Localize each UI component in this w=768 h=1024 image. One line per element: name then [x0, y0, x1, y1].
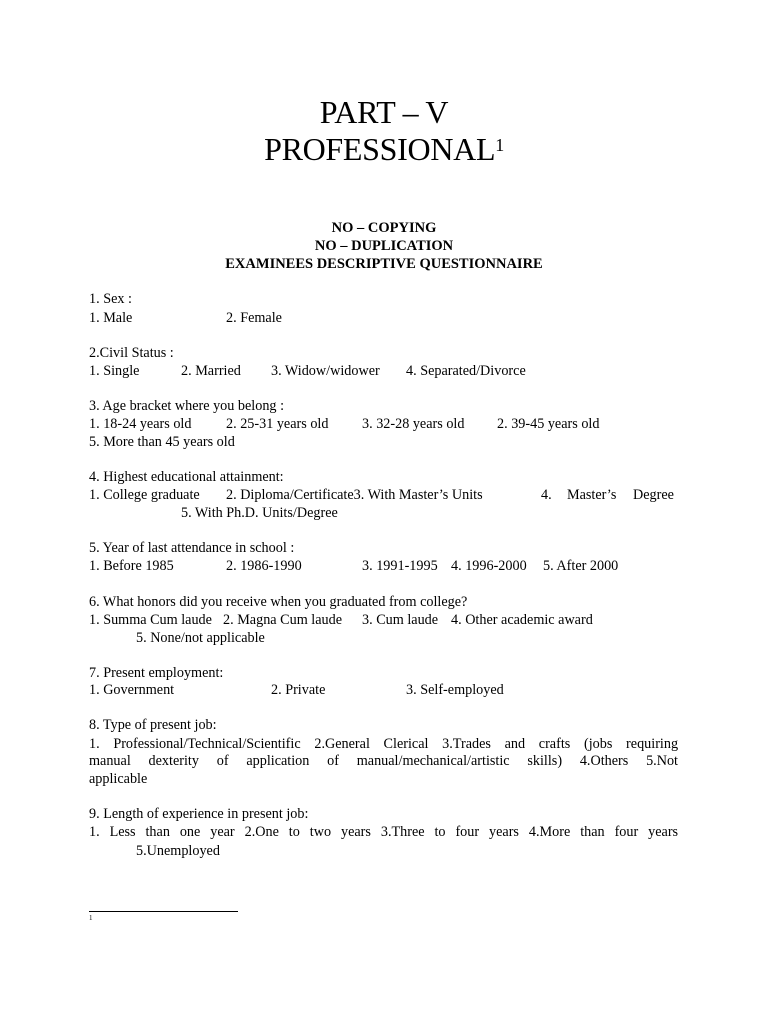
age-option-over-45: 5. More than 45 years old — [89, 434, 235, 450]
year-option-1991-1995: 3. 1991-1995 — [362, 558, 438, 574]
question-experience: 9. Length of experience in present job: — [89, 806, 309, 822]
employment-option-private: 2. Private — [271, 682, 326, 698]
civil-option-married: 2. Married — [181, 363, 241, 379]
job-option-trades-requiring: requiring — [626, 736, 679, 752]
year-option-1986-1990: 2. 1986-1990 — [226, 558, 302, 574]
question-age-bracket: 3. Age bracket where you belong : — [89, 398, 285, 414]
employment-option-government: 1. Government — [89, 682, 175, 698]
experience-option-four: four — [614, 824, 639, 840]
education-option-phd: 5. With Ph.D. Units/Degree — [181, 505, 338, 521]
question-honors: 6. What honors did you receive when you graduated from college? — [89, 594, 468, 610]
age-option-32-28: 3. 32-28 years old — [362, 416, 465, 432]
sex-option-male: 1. Male — [89, 310, 133, 326]
honors-option-magna: 2. Magna Cum laude — [223, 612, 342, 628]
job-option-trades-word: 3.Trades — [442, 736, 491, 752]
education-option-4-masters: Master’s — [567, 487, 617, 503]
question-sex: 1. Sex : — [89, 291, 132, 307]
job-option-others: 4.Others — [579, 753, 629, 769]
education-option-diploma-masters-units: 2. Diploma/Certificate3. With Master’s Units — [226, 487, 483, 503]
civil-option-single: 1. Single — [89, 363, 140, 379]
job-option-trades-jobs: (jobs — [583, 736, 613, 752]
experience-option-one-two: 2.One to two years — [244, 824, 371, 840]
footnote-divider — [89, 911, 238, 912]
experience-option-years: years — [648, 824, 679, 840]
civil-option-separated: 4. Separated/Divorce — [406, 363, 526, 379]
experience-option-three-four: 3.Three to four years — [380, 824, 519, 840]
part-heading: PART – V — [319, 94, 449, 130]
job-option-trades-crafts: crafts — [538, 736, 571, 752]
question-education: 4. Highest educational attainment: — [89, 469, 284, 485]
question-employment: 7. Present employment: — [89, 665, 224, 681]
age-option-25-31: 2. 25-31 years old — [226, 416, 329, 432]
honors-option-summa: 1. Summa Cum laude — [89, 612, 212, 628]
honors-option-other-award: 4. Other academic award — [451, 612, 593, 628]
experience-option-unemployed: 5.Unemployed — [136, 843, 220, 859]
question-civil-status: 2.Civil Status : — [89, 345, 174, 361]
year-option-after-2000: 5. After 2000 — [543, 558, 619, 574]
question-job-type: 8. Type of present job: — [89, 717, 217, 733]
job-option-clerical: 2.General Clerical — [314, 736, 429, 752]
job-option-not-applicable: 5.Not — [646, 753, 678, 769]
employment-option-self-employed: 3. Self-employed — [406, 682, 504, 698]
job-option-trades-and: and — [504, 736, 526, 752]
no-copying-notice: NO – COPYING — [331, 220, 437, 236]
question-last-attendance: 5. Year of last attendance in school : — [89, 540, 295, 556]
experience-option-less-one: 1. Less than one year — [89, 824, 235, 840]
job-option-not-applicable-cont: applicable — [89, 771, 148, 787]
education-option-4-number: 4. — [541, 487, 552, 503]
year-option-1996-2000: 4. 1996-2000 — [451, 558, 527, 574]
job-type-options-line-1 — [89, 735, 678, 753]
page-title-text: PROFESSIONAL — [264, 131, 496, 167]
education-option-4-degree: Degree — [633, 487, 674, 503]
job-type-options-line-2 — [89, 752, 678, 770]
footnote-reference: 1 — [495, 135, 504, 155]
civil-option-widow: 3. Widow/widower — [271, 363, 380, 379]
footnote-marker: 1 — [89, 914, 93, 922]
experience-option-than: than — [580, 824, 605, 840]
page-title — [0, 131, 768, 167]
year-option-before-1985: 1. Before 1985 — [89, 558, 174, 574]
questionnaire-title: EXAMINEES DESCRIPTIVE QUESTIONNAIRE — [225, 256, 543, 272]
age-option-39-45: 2. 39-45 years old — [497, 416, 600, 432]
job-option-trades-description: manual dexterity of application of manual/mechanical/artistic skills) — [89, 753, 563, 769]
job-option-professional: 1. Professional/Technical/Scientific — [89, 736, 301, 752]
experience-option-more: 4.More — [528, 824, 571, 840]
experience-options-line-1 — [89, 823, 678, 841]
no-duplication-notice: NO – DUPLICATION — [314, 238, 454, 254]
honors-option-cum-laude: 3. Cum laude — [362, 612, 439, 628]
education-option-college: 1. College graduate — [89, 487, 200, 503]
age-option-18-24: 1. 18-24 years old — [89, 416, 192, 432]
honors-option-none: 5. None/not applicable — [136, 630, 265, 646]
sex-option-female: 2. Female — [226, 310, 282, 326]
